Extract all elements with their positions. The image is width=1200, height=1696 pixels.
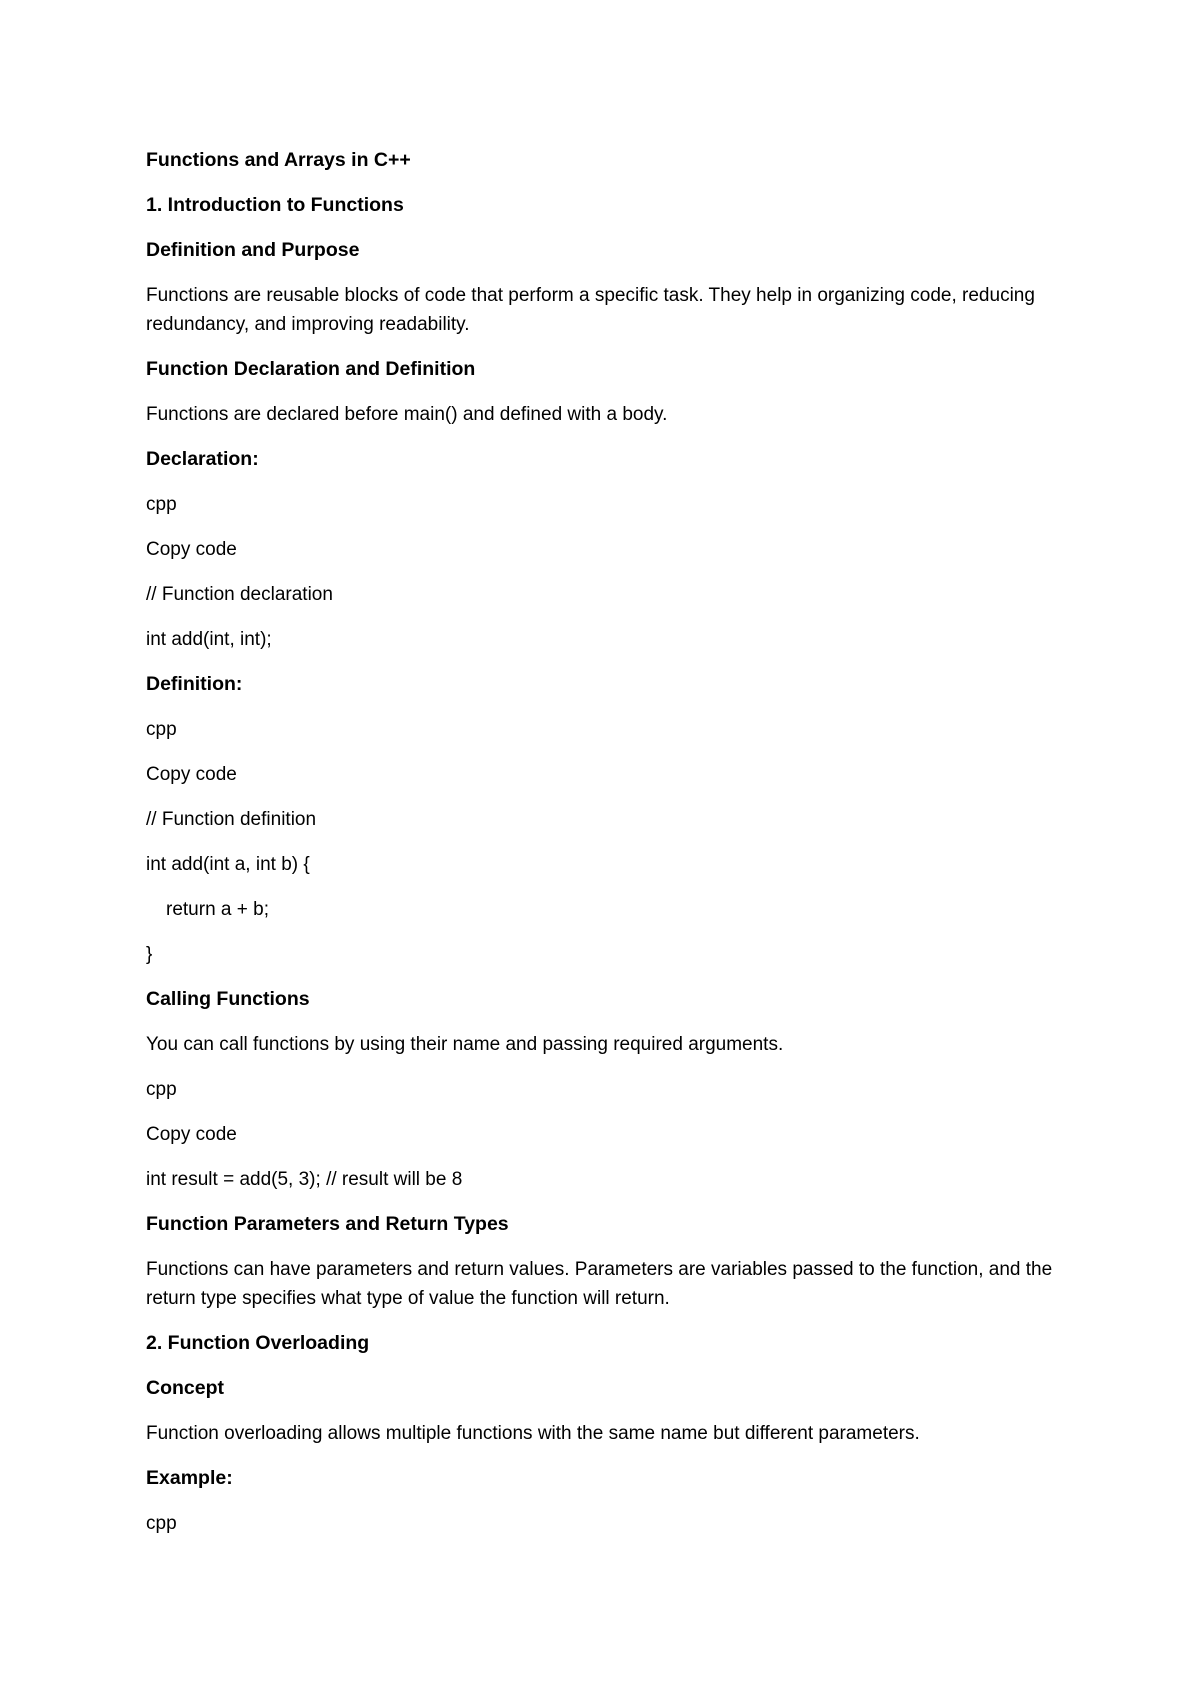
subheading-declaration-definition: Function Declaration and Definition	[146, 358, 476, 380]
subheading-definition-purpose: Definition and Purpose	[146, 239, 360, 261]
document-content	[146, 146, 1066, 1554]
document-title: Functions and Arrays in C++	[146, 149, 411, 171]
label-example: Example:	[146, 1467, 233, 1489]
paragraph-definition: Functions are reusable blocks of code that perform a specific task. They help in organizing code, reducing redundancy, and improving readability.	[146, 285, 1041, 335]
code-language-label: cpp	[146, 1079, 177, 1100]
code-line: // Function definition	[146, 809, 317, 830]
label-declaration: Declaration:	[146, 448, 259, 470]
paragraph-calling: You can call functions by using their name and passing required arguments.	[146, 1034, 784, 1055]
code-line: int add(int, int);	[146, 629, 272, 650]
code-line: int result = add(5, 3); // result will be 8	[146, 1169, 463, 1190]
section-heading-overloading: 2. Function Overloading	[146, 1332, 370, 1354]
paragraph-declaration-definition: Functions are declared before main() and defined with a body.	[146, 404, 668, 425]
paragraph-parameters: Functions can have parameters and return values. Parameters are variables passed to the function, and the return type specifies what type of value the function will return.	[146, 1259, 1058, 1309]
subheading-calling-functions: Calling Functions	[146, 988, 310, 1010]
code-line: // Function declaration	[146, 584, 333, 605]
code-language-label: cpp	[146, 719, 177, 740]
code-line: int add(int a, int b) {	[146, 854, 310, 875]
section-heading-introduction: 1. Introduction to Functions	[146, 194, 404, 216]
copy-code-text: Copy code	[146, 764, 237, 785]
subheading-concept: Concept	[146, 1377, 224, 1399]
code-language-label: cpp	[146, 1513, 177, 1534]
label-definition: Definition:	[146, 673, 243, 695]
code-line: return a + b;	[166, 899, 269, 920]
code-language-label: cpp	[146, 494, 177, 515]
subheading-parameters-return: Function Parameters and Return Types	[146, 1213, 509, 1235]
code-line: }	[146, 944, 153, 965]
copy-code-text: Copy code	[146, 539, 237, 560]
paragraph-concept: Function overloading allows multiple functions with the same name but different parameters.	[146, 1423, 920, 1444]
copy-code-text: Copy code	[146, 1124, 237, 1145]
